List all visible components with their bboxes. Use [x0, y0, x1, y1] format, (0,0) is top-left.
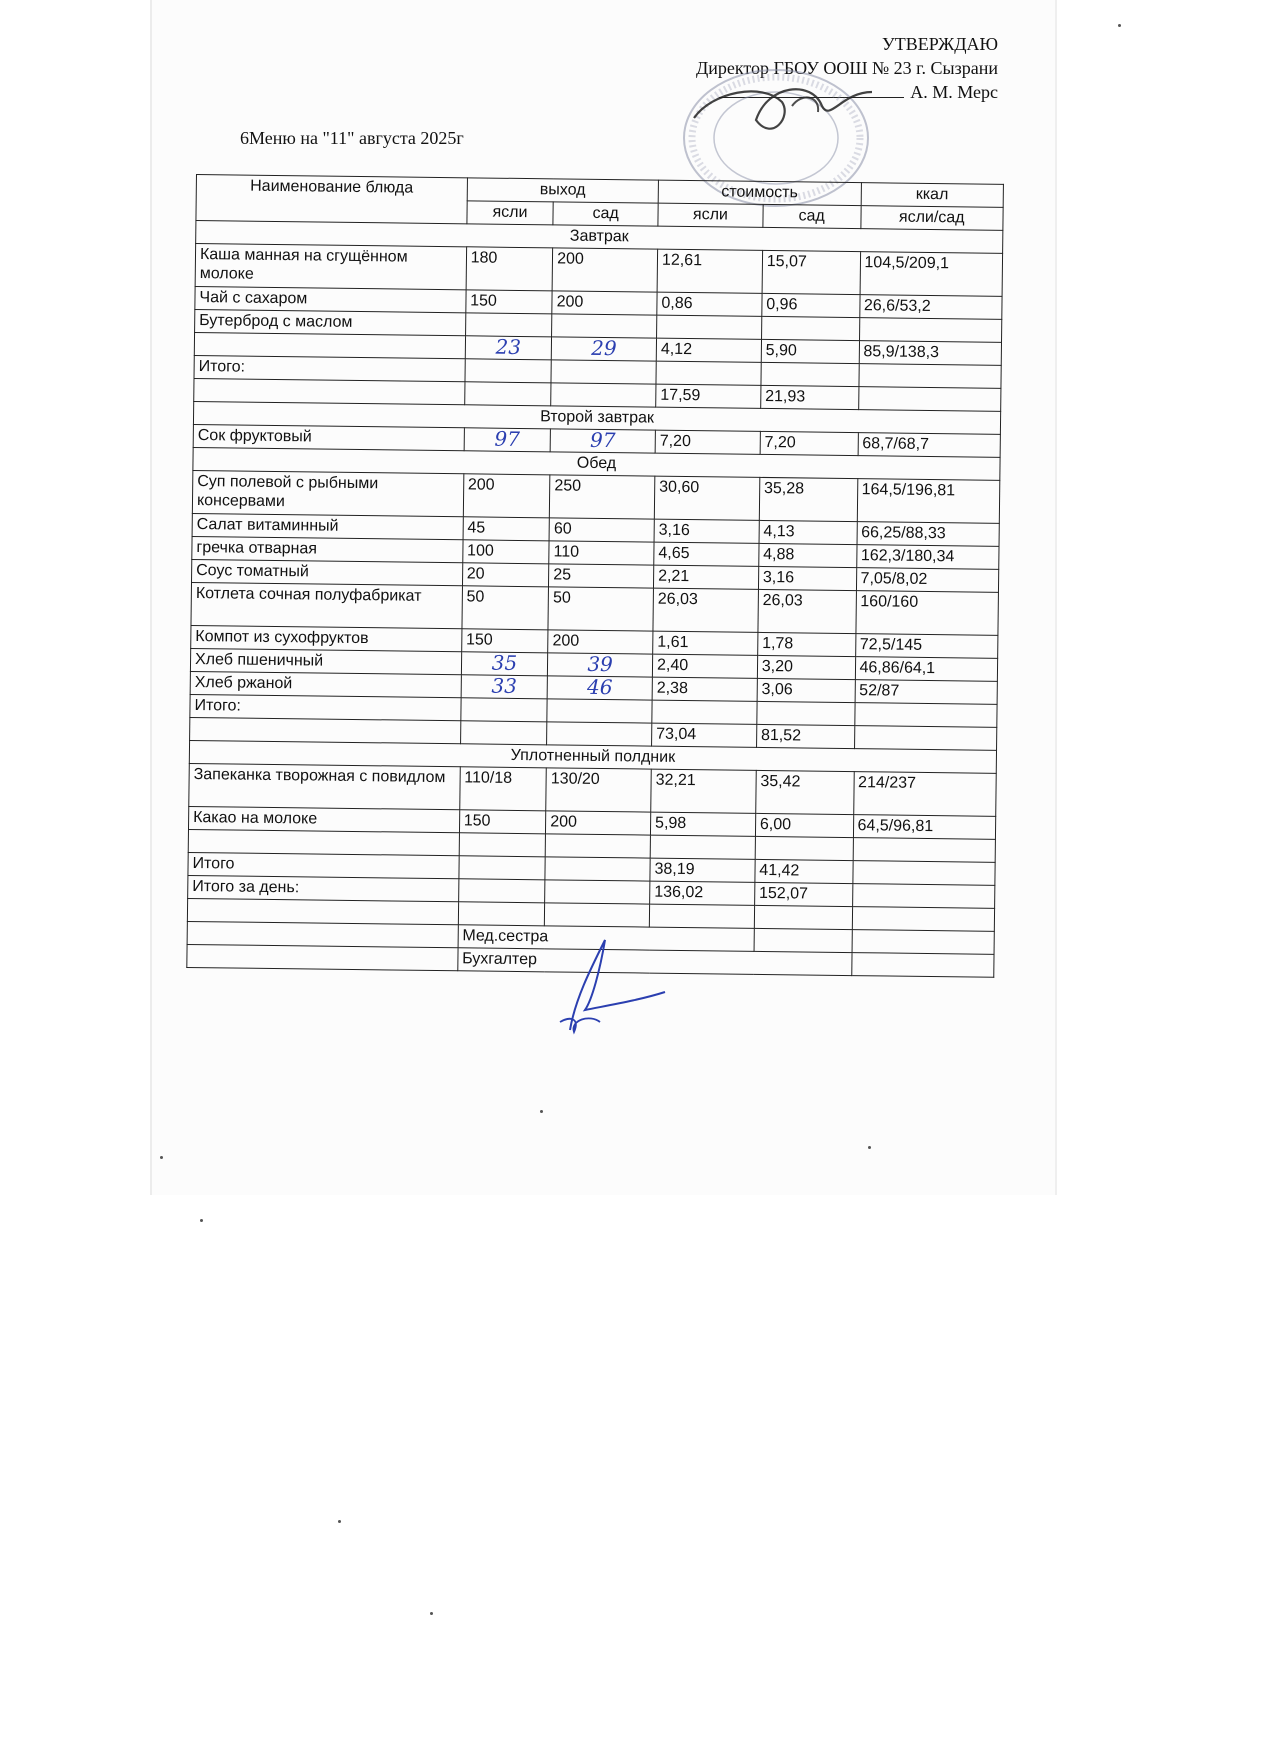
- kcal: [859, 318, 1002, 343]
- cost-nursery: 30,60: [654, 476, 759, 520]
- section-lunch: Обед: [193, 447, 1000, 480]
- output-garden: 110: [549, 541, 654, 565]
- dish-name: Компот из сухофруктов: [191, 625, 462, 651]
- kcal: 160/160: [855, 591, 998, 636]
- header-cost-garden: сад: [763, 204, 861, 228]
- cost-nursery: 2,40: [652, 654, 757, 678]
- scan-edge-right: [1055, 0, 1057, 1195]
- cost-nursery: 26,03: [653, 588, 758, 632]
- cost-nursery: 2,38: [652, 677, 757, 701]
- output-garden: 200: [552, 291, 657, 315]
- output-garden-handwritten: 97: [550, 429, 655, 453]
- cost-garden: [761, 316, 859, 340]
- day-total-label: Итого за день:: [188, 875, 459, 901]
- dish-name: Хлеб ржаной: [190, 671, 461, 697]
- dish-name: Хлеб пшеничный: [190, 648, 461, 674]
- kcal: 104,5/209,1: [860, 252, 1003, 297]
- output-garden: 200: [546, 811, 651, 835]
- dish-name: Суп полевой с рыбными консервами: [192, 470, 463, 516]
- cost-nursery: 1,61: [653, 631, 758, 655]
- kcal: 68,7/68,7: [858, 433, 1001, 458]
- handwritten-signature: [550, 930, 670, 1040]
- cost-garden: 4,13: [759, 520, 857, 544]
- output-garden: 60: [549, 518, 654, 542]
- cost-garden: 0,96: [762, 293, 860, 317]
- total-label: Итого:: [194, 355, 465, 381]
- kcal: 52/87: [855, 680, 998, 705]
- kcal: 26,6/53,2: [859, 295, 1002, 320]
- cost-garden: 5,90: [761, 339, 859, 363]
- output-garden: 130/20: [546, 768, 651, 812]
- kcal: 64,5/96,81: [853, 815, 996, 840]
- accountant-label: Бухгалтер: [457, 948, 851, 976]
- section-breakfast: Завтрак: [196, 221, 1003, 254]
- kcal: 66,25/88,33: [857, 522, 1000, 547]
- output-garden: 25: [549, 564, 654, 588]
- section-snack: Уплотненный полдник: [189, 740, 996, 773]
- output-nursery: 20: [462, 563, 549, 587]
- dish-name: гречка отварная: [192, 536, 463, 562]
- kcal: 72,5/145: [855, 634, 998, 659]
- header-kcal-split: ясли/сад: [860, 206, 1003, 231]
- dish-name: Бутерброд с маслом: [195, 309, 466, 335]
- cost-nursery: 5,98: [650, 812, 755, 836]
- output-nursery-handwritten: 97: [464, 428, 551, 452]
- dish-name: Какао на молоке: [188, 806, 459, 832]
- day-total-cost-nursery: 136,02: [650, 881, 755, 905]
- cost-garden: 4,88: [759, 543, 857, 567]
- cost-garden: 3,06: [757, 678, 855, 702]
- output-garden-handwritten: 46: [547, 676, 652, 700]
- output-nursery-handwritten: 35: [461, 652, 548, 676]
- output-garden: 50: [548, 587, 653, 631]
- header-cost: стоимость: [658, 180, 861, 205]
- output-nursery: 200: [463, 474, 550, 518]
- dish-name: Чай с сахаром: [195, 286, 466, 312]
- dish-name: Салат витаминный: [192, 513, 463, 539]
- cost-nursery: 0,86: [657, 292, 762, 316]
- output-nursery: 45: [463, 517, 550, 541]
- output-garden: [552, 314, 657, 338]
- dish-name: Котлета сочная полуфабрикат: [191, 582, 462, 628]
- total-cost-garden: 81,52: [756, 724, 854, 748]
- scan-speck: [200, 1219, 203, 1222]
- cost-nursery: 2,21: [653, 565, 758, 589]
- output-nursery: 180: [466, 247, 553, 291]
- section-second-breakfast: Второй завтрак: [193, 401, 1000, 434]
- dish-name: Соус томатный: [192, 559, 463, 585]
- scan-speck: [540, 1110, 543, 1113]
- header-output: выход: [467, 178, 659, 203]
- kcal: 164,5/196,81: [857, 479, 1000, 524]
- total-cost-nursery: 38,19: [650, 858, 755, 882]
- header-output-nursery: ясли: [467, 201, 554, 225]
- output-garden-handwritten: 29: [551, 337, 656, 361]
- kcal: 85,9/138,3: [859, 341, 1002, 366]
- cost-garden: 35,42: [756, 770, 854, 814]
- output-garden-handwritten: 39: [548, 653, 653, 677]
- cost-nursery: 3,16: [654, 519, 759, 543]
- dish-name: [194, 332, 465, 358]
- approval-signer: А. М. Мерс: [910, 82, 998, 102]
- dish-name: Запеканка творожная с повидлом: [189, 763, 460, 809]
- output-garden: 250: [550, 475, 655, 519]
- output-nursery: 100: [462, 540, 549, 564]
- total-cost-nursery: 17,59: [656, 384, 761, 408]
- kcal: 214/237: [853, 772, 996, 817]
- output-garden: 200: [548, 630, 653, 654]
- header-dish: Наименование блюда: [196, 175, 467, 224]
- output-nursery: 150: [459, 810, 546, 834]
- total-label: Итого: [188, 852, 459, 878]
- output-nursery: 110/18: [459, 767, 546, 811]
- total-cost-garden: 41,42: [755, 859, 853, 883]
- approval-heading: УТВЕРЖДАЮ: [881, 34, 998, 54]
- cost-garden: 15,07: [762, 250, 860, 294]
- kcal: 162,3/180,34: [856, 545, 999, 570]
- menu-title: 6Меню на "11" августа 2025г: [240, 128, 464, 148]
- menu-table: [186, 174, 1004, 978]
- cost-nursery: 4,12: [656, 338, 761, 362]
- dish-name: Каша манная на сгущённом молоке: [195, 244, 466, 290]
- cost-nursery: 12,61: [657, 249, 762, 293]
- cost-garden: 7,20: [760, 431, 858, 455]
- header-output-garden: сад: [553, 202, 658, 226]
- output-nursery: [465, 313, 552, 337]
- scan-speck: [430, 1612, 433, 1615]
- output-nursery-handwritten: 33: [461, 675, 548, 699]
- approval-director: Директор ГБОУ ООШ № 23 г. Сызрани: [695, 58, 998, 78]
- cost-nursery: 4,65: [654, 542, 759, 566]
- scan-edge-left: [150, 0, 152, 1195]
- scan-speck: [1118, 24, 1121, 27]
- cost-garden: 26,03: [758, 589, 856, 633]
- output-garden: 200: [552, 248, 657, 292]
- header-cost-nursery: ясли: [658, 203, 763, 227]
- cost-nursery: 7,20: [655, 430, 760, 454]
- dish-name: Сок фруктовый: [193, 424, 464, 450]
- day-total-cost-garden: 152,07: [754, 882, 852, 906]
- cost-garden: 3,16: [758, 566, 856, 590]
- scan-speck: [868, 1146, 871, 1149]
- cost-garden: 1,78: [757, 632, 855, 656]
- cost-garden: 35,28: [759, 477, 857, 521]
- output-nursery: 150: [466, 290, 553, 314]
- nurse-label: Мед.сестра: [458, 925, 754, 952]
- total-cost-nursery: 73,04: [652, 723, 757, 747]
- header-kcal: ккал: [861, 183, 1004, 208]
- total-label: Итого:: [190, 694, 461, 720]
- output-nursery: 150: [461, 629, 548, 653]
- kcal: 46,86/64,1: [855, 657, 998, 682]
- cost-nursery: 32,21: [651, 769, 756, 813]
- output-nursery-handwritten: 23: [465, 336, 552, 360]
- cost-nursery: [657, 315, 762, 339]
- scan-speck: [338, 1520, 341, 1523]
- scan-speck: [160, 1156, 163, 1159]
- total-cost-garden: 21,93: [760, 385, 858, 409]
- cost-garden: 3,20: [757, 655, 855, 679]
- kcal: 7,05/8,02: [856, 568, 999, 593]
- cost-garden: 6,00: [755, 813, 853, 837]
- output-nursery: 50: [462, 586, 549, 630]
